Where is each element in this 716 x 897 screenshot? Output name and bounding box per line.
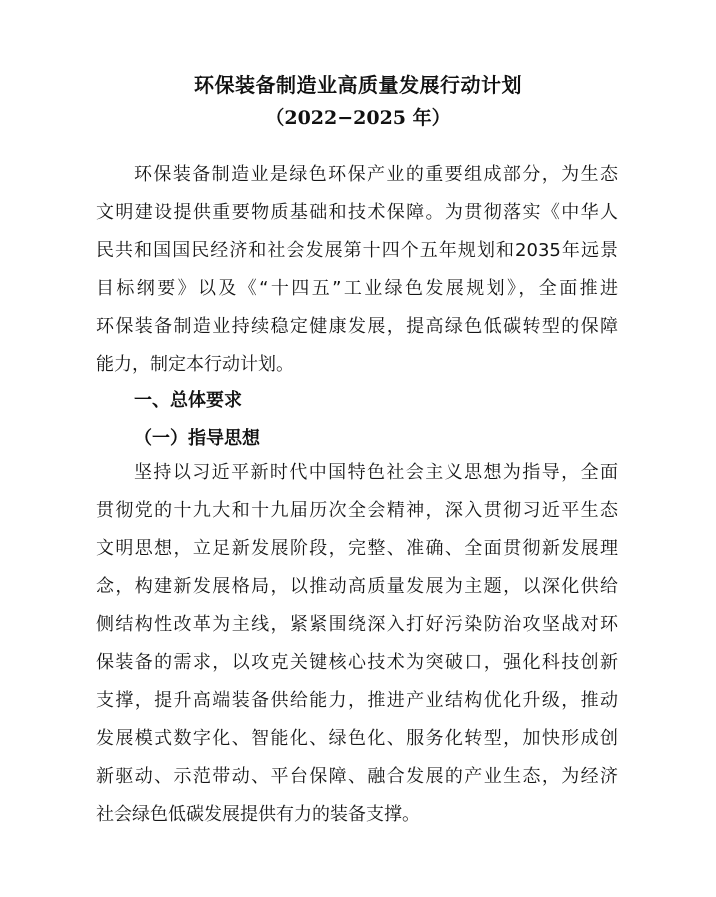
intro-line: 环保装备制造业是绿色环保产业的重要组成部分，为生态 bbox=[134, 164, 618, 185]
intro-line: 能力，制定本行动计划。 bbox=[96, 354, 294, 375]
intro-line: 文明建设提供重要物质基础和技术保障。为贯彻落实《中华人 bbox=[96, 202, 618, 223]
body-line: 社会绿色低碳发展提供有力的装备支撑。 bbox=[96, 804, 420, 825]
body-line: 支撑，提升高端装备供给能力，推进产业结构优化升级，推动 bbox=[96, 690, 618, 711]
body-line: 坚持以习近平新时代中国特色社会主义思想为指导，全面 bbox=[134, 462, 618, 483]
intro-line: 民共和国国民经济和社会发展第十四个五年规划和2035年远景 bbox=[96, 240, 618, 261]
body-line: 文明思想，立足新发展阶段，完整、准确、全面贯彻新发展理 bbox=[96, 538, 618, 559]
body-line: 保装备的需求，以攻克关键核心技术为突破口，强化科技创新 bbox=[96, 652, 618, 673]
section-heading: 一、总体要求 bbox=[134, 390, 242, 411]
intro-line: 目标纲要》以及《“十四五”工业绿色发展规划》，全面推进 bbox=[96, 278, 618, 299]
document-title: 环保装备制造业高质量发展行动计划 bbox=[194, 73, 522, 97]
intro-line: 环保装备制造业持续稳定健康发展，提高绿色低碳转型的保障 bbox=[96, 316, 618, 337]
body-line: 念，构建新发展格局，以推动高质量发展为主题，以深化供给 bbox=[96, 576, 618, 597]
body-line: 新驱动、示范带动、平台保障、融合发展的产业生态，为经济 bbox=[96, 766, 618, 787]
body-line: 侧结构性改革为主线，紧紧围绕深入打好污染防治攻坚战对环 bbox=[96, 614, 618, 635]
subsection-heading: （一）指导思想 bbox=[134, 428, 260, 449]
body-line: 贯彻党的十九大和十九届历次全会精神，深入贯彻习近平生态 bbox=[96, 500, 618, 521]
body-line: 发展模式数字化、智能化、绿色化、服务化转型，加快形成创 bbox=[96, 728, 618, 749]
document-subtitle: （2022−2025 年） bbox=[265, 107, 451, 129]
